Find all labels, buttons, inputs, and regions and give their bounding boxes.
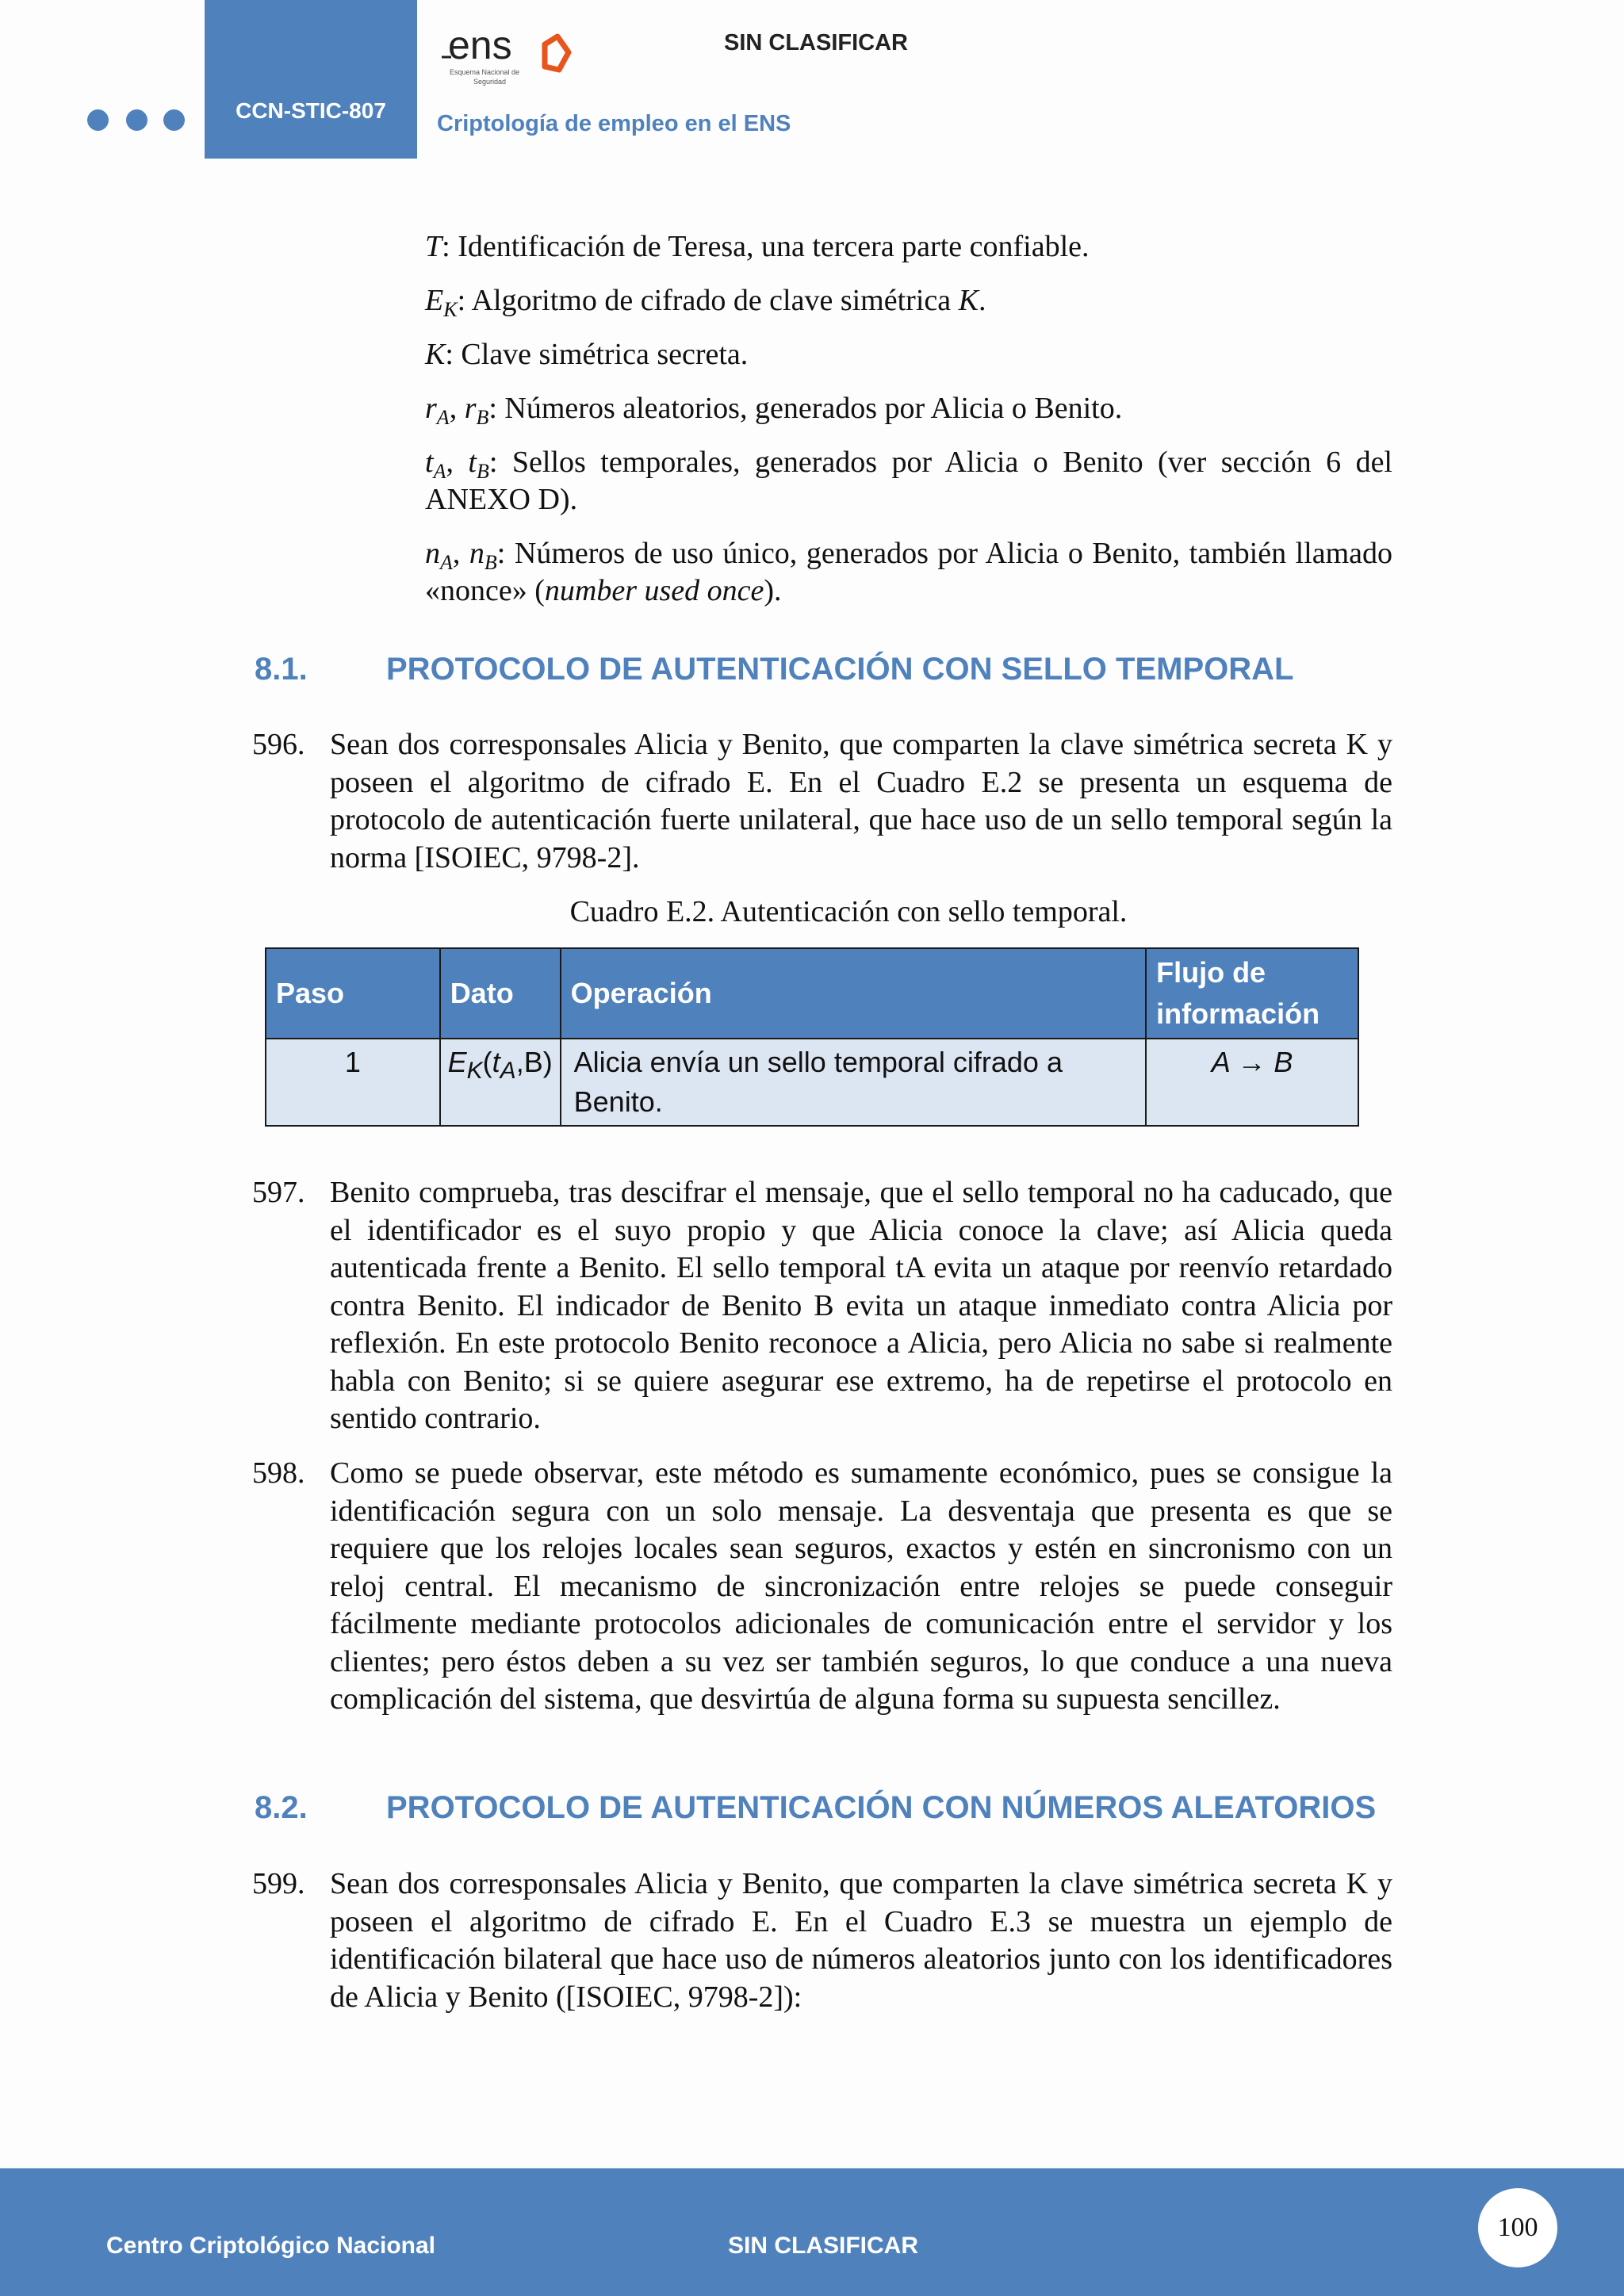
paragraph-text: Sean dos corresponsales Alicia y Benito, que comparten la clave simétrica secreta K y poseen el algoritmo de cifrado E. En el Cuadro E.2 se presenta un esquema de protocolo de autenticación fuerte unilateral, que hace uso de un sello temporal según la norma [ISOIEC, 9798-2]. (330, 728, 1392, 874)
col-header-dato: Dato (440, 948, 561, 1039)
header-dot-2 (126, 109, 147, 131)
ens-logo (440, 25, 583, 90)
doc-code: CCN-STIC-807 (236, 98, 386, 123)
definition-item: $r_A$, $r_B$: Números aleatorios, generados por Alicia o Benito. (425, 392, 1123, 429)
page-number-badge (1478, 2188, 1557, 2267)
page-number: 100 (1497, 2213, 1538, 2242)
header-dot-3 (163, 109, 185, 131)
footer-org: Centro Criptológico Nacional (106, 2233, 436, 2259)
section-heading-8-1 (255, 652, 1293, 687)
definition-item: $t_A$, $t_B$: Sellos temporales, generados por Alicia o Benito (ver sección 6 del ANEXO D). (425, 446, 1392, 516)
section-title: PROTOCOLO DE AUTENTICACIÓN CON NÚMEROS ALEATORIOS (386, 1790, 1377, 1825)
cell-paso: 1 (266, 1039, 440, 1126)
definitions-list (425, 228, 1392, 626)
paragraph-599 (252, 1866, 1392, 2016)
section-number: 8.1. (255, 652, 308, 687)
footer-classification: SIN CLASIFICAR (728, 2233, 918, 2259)
cell-flujo: A → B (1146, 1039, 1358, 1126)
header-dot-1 (87, 109, 109, 131)
logo-caption-1: Esquema Nacional de (450, 68, 520, 76)
doc-code-box (205, 0, 417, 159)
cell-dato: $E_K(t_A,B)$ (440, 1039, 561, 1126)
paragraph-text: Como se puede observar, este método es sumamente económico, pues se consigue la identificación segura con un solo mensaje. La desventaja que presenta es que se requiere que los relojes locales sean seguros, exactos y estén en sincronismo con un reloj central. El mecanismo de sincronización entre relojes se puede conseguir fácilmente mediante protocolos adicionales de comunicación entre el servidor y los clientes; pero éstos deben a su vez ser también seguros, lo que conduce a una nueva complicación del sistema, que desvirtúa de alguna forma su supuesta sencillez. (330, 1456, 1392, 1716)
page-footer (0, 2168, 1624, 2296)
section-heading-8-2 (255, 1790, 1376, 1826)
definition-item: K: Clave simétrica secreta. (425, 338, 749, 371)
logo-word: ens (448, 25, 512, 67)
definition-item: $E_K$: Algoritmo de cifrado de clave simétrica K. (425, 284, 986, 321)
auth-table (265, 947, 1359, 1127)
paragraph-598 (252, 1455, 1392, 1719)
col-header-operacion: Operación (561, 948, 1146, 1039)
table-caption: Cuadro E.2. Autenticación con sello temporal. (569, 895, 1128, 928)
section-number: 8.2. (255, 1790, 308, 1825)
col-header-flujo: Flujo de información (1146, 948, 1358, 1039)
paragraph-text: Sean dos corresponsales Alicia y Benito, que comparten la clave simétrica secreta K y poseen el algoritmo de cifrado E. En el Cuadro E.3 se muestra un ejemplo de identificación bilateral que hace uso de números aleatorios junto con los identificadores de Alicia y Benito ([ISOIEC, 9798-2]): (330, 1867, 1392, 2014)
logo-caption-2: Seguridad (473, 78, 507, 86)
header-classification: SIN CLASIFICAR (724, 30, 908, 55)
paragraph-number: 596. (252, 728, 305, 761)
paragraph-number: 597. (252, 1176, 305, 1209)
paragraph-596 (252, 726, 1392, 877)
cell-operacion: Alicia envía un sello temporal cifrado a Benito. (561, 1039, 1146, 1126)
table-row (266, 1039, 1358, 1126)
col-header-paso: Paso (266, 948, 440, 1039)
paragraph-597 (252, 1174, 1392, 1438)
header-subtitle: Criptología de empleo en el ENS (437, 111, 791, 136)
section-title: PROTOCOLO DE AUTENTICACIÓN CON SELLO TEMPORAL (386, 652, 1294, 687)
table-header-row (266, 948, 1358, 1039)
paragraph-text: Benito comprueba, tras descifrar el mensaje, que el sello temporal no ha caducado, que el identificador es el suyo propio y que Alicia conoce la clave; así Alicia queda autenticada frente a Benito. El sello temporal tA evita un ataque por reenvío retardado contra Benito. El indicador de Benito B evita un ataque inmediato contra Alicia por reflexión. En este protocolo Benito reconoce a Alicia, pero Alicia no sabe si realmente habla con Benito; si se quiere asegurar ese extremo, ha de repetirse el protocolo en sentido contrario. (330, 1176, 1392, 1435)
definition-item: T: Identificación de Teresa, una tercera parte confiable. (425, 230, 1090, 263)
definition-item: $n_A$, $n_B$: Números de uso único, generados por Alicia o Benito, también llamado «nonce» (number used once). (425, 537, 1392, 607)
paragraph-number: 598. (252, 1456, 305, 1490)
paragraph-number: 599. (252, 1867, 305, 1900)
